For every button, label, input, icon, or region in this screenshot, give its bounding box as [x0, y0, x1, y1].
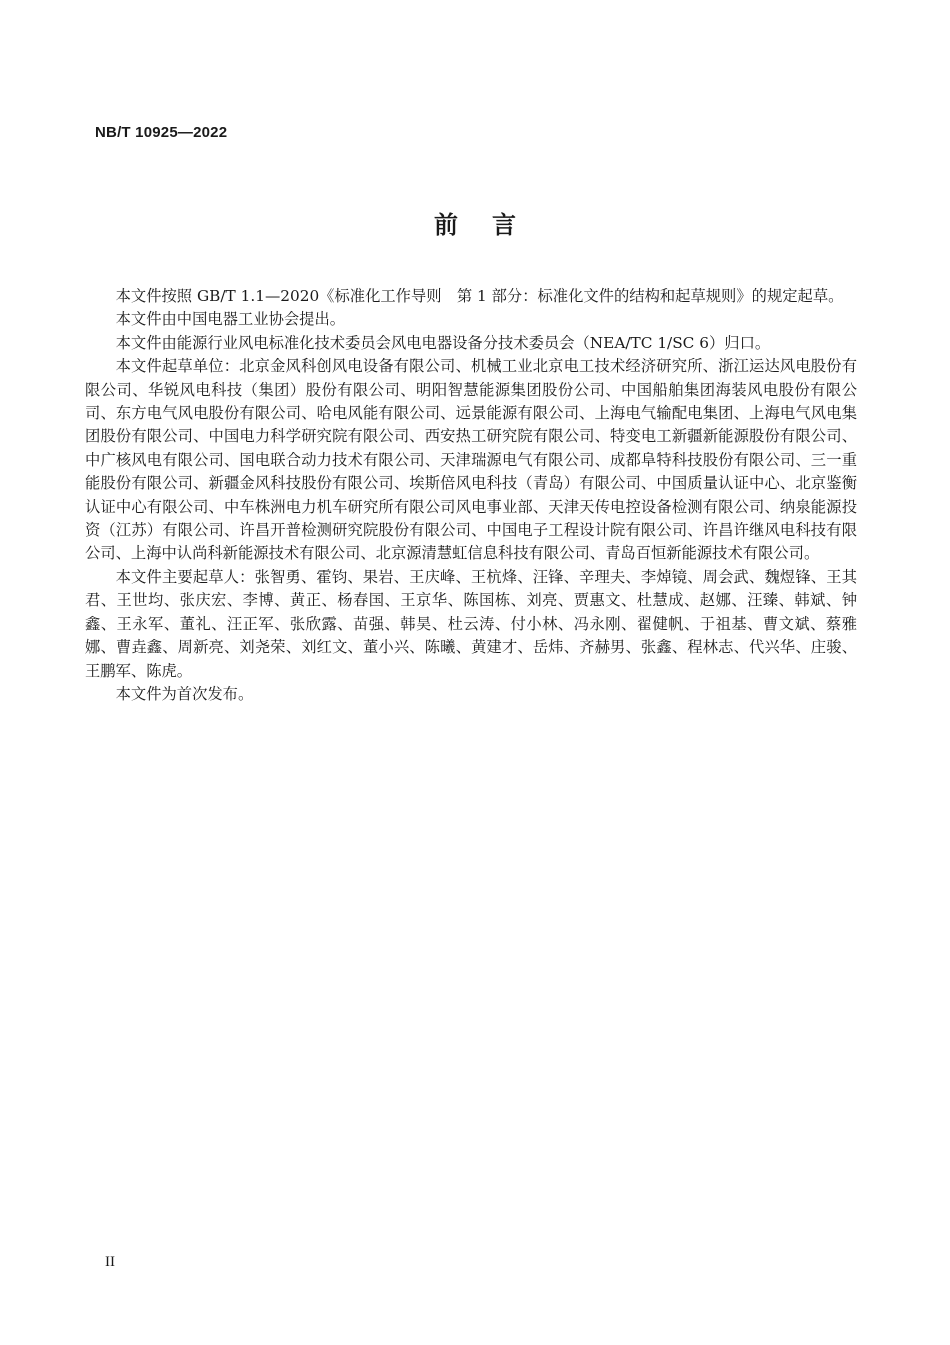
paragraph-drafting-units: 本文件起草单位：北京金风科创风电设备有限公司、机械工业北京电工技术经济研究所、浙江运达风电股份有限公司、华锐风电科技（集团）股份有限公司、明阳智慧能源集团股份公司、中国船舶集团海装风电股份有限公司、东方电气风电股份有限公司、哈电风能有限公司、远景能源有限公司、上海电气输配电集团、上海电气风电集团股份有限公司、中国电力科学研究院有限公司、西安热工研究院有限公司、特变电工新疆新能源股份有限公司、中广核风电有限公司、国电联合动力技术有限公司、天津瑞源电气有限公司、成都阜特科技股份有限公司、三一重能股份有限公司、新疆金风科技股份有限公司、埃斯倍风电科技（青岛）有限公司、中国质量认证中心、北京鉴衡认证中心有限公司、中车株洲电力机车研究所有限公司风电事业部、天津天传电控设备检测有限公司、纳泉能源投资（江苏）有限公司、许昌开普检测研究院股份有限公司、中国电子工程设计院有限公司、许昌许继风电科技有限公司、上海中认尚科新能源技术有限公司、北京源清慧虹信息科技有限公司、青岛百恒新能源技术有限公司。 — [85, 357, 857, 563]
page-title: 前言 — [434, 211, 550, 239]
paragraph-main-drafters: 本文件主要起草人：张智勇、霍钧、果岩、王庆峰、王杭烽、汪锋、辛理夫、李焯镜、周会武、魏煜锋、王其君、王世均、张庆宏、李博、黄正、杨春国、王京华、陈国栋、刘亮、贾惠文、杜慧成、赵娜、汪臻、韩斌、钟鑫、王永军、董礼、汪正军、张欣露、苗强、韩昊、杜云涛、付小林、冯永刚、翟健帆、于祖基、曹文斌、蔡雅娜、曹垚鑫、周新亮、刘尧荣、刘红文、董小兴、陈曦、黄建才、岳炜、齐赫男、张鑫、程林志、代兴华、庄骏、王鹏军、陈虎。 — [85, 567, 857, 680]
standard-code: NB/T 10925—2022 — [95, 124, 228, 141]
paragraph-drafting-rules: 本文件按照 GB/T 1.1—2020《标准化工作导则 第 1 部分：标准化文件的结构和起草规则》的规定起草。 — [115, 287, 844, 305]
paragraph-first-release: 本文件为首次发布。 — [115, 684, 254, 703]
foreword-body — [85, 285, 857, 706]
paragraph-centralized-management: 本文件由能源行业风电标准化技术委员会风电电器设备分技术委员会（NEA/TC 1/SC 6）归口。 — [115, 333, 771, 352]
page-number: II — [105, 1254, 115, 1270]
paragraph-proposer: 本文件由中国电器工业协会提出。 — [115, 310, 346, 329]
